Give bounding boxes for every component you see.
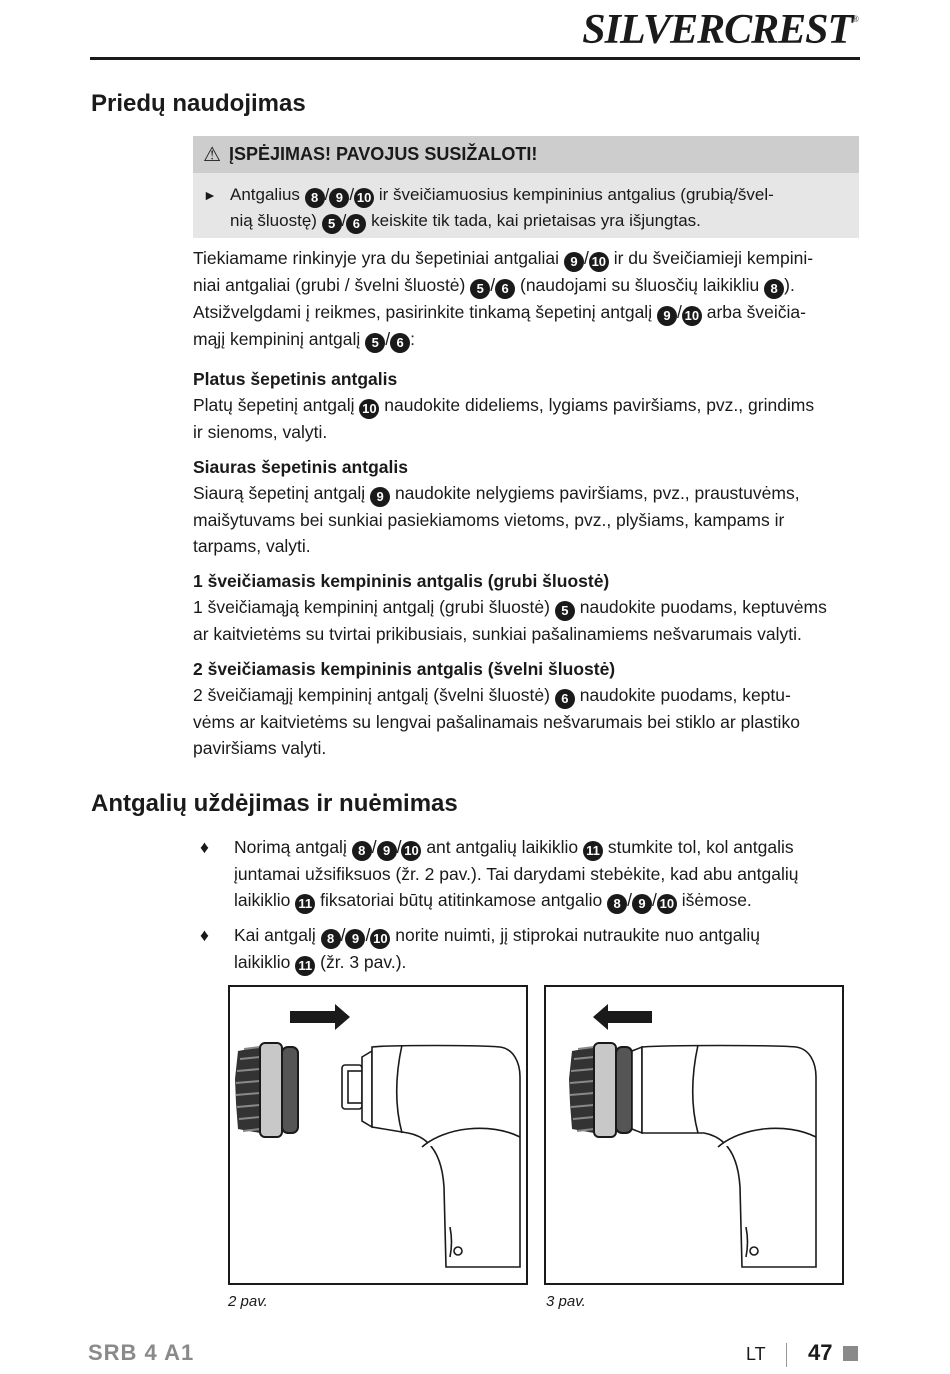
warning-text: Antgalius 8 / 9 / 10 ir šveičiamuosius kempininius antgalius (grubią/švel- nią šluostę) 5 / 6 keiskite tik tada, kai prietaisas yra išjungtas. [230, 182, 843, 234]
arrow-right-icon [290, 1004, 350, 1030]
figure-caption: 2 pav. [228, 1293, 268, 1310]
brand-logo [582, 6, 858, 54]
footer-language: LT [746, 1344, 766, 1364]
warning-triangle-icon: ⚠ [203, 144, 221, 166]
figure-attach [228, 985, 528, 1285]
warning-header [193, 136, 859, 173]
ref-badge: 8 [305, 188, 325, 208]
device-body-icon [342, 1045, 520, 1267]
soft-sponge-paragraph: 2 šveičiamasis kempininis antgalis (švelni šluostė) 2 šveičiamąjį kempininį antgalį (švelni šluostė) 6 naudokite puodams, keptu- vėms ar kaitvietėms su lengvai pašalinamais nešvarumais bei stiklo ar plastiko paviršiams valyti. [193, 659, 800, 758]
coarse-sponge-paragraph: 1 šveičiamasis kempininis antgalis (grubi šluostė) 1 šveičiamąją kempininį antgalį (grubi šluostė) 5 naudokite puodams, keptuvėms ar kaitvietėms su tvirtai prikibusiais, sunkiai pašalinamiems nešvarumais valyti. [193, 571, 827, 644]
soft-sponge-title: 2 šveičiamasis kempininis antgalis (švelni šluostė) [193, 659, 616, 679]
wide-brush-paragraph: Platus šepetinis antgalis Platų šepetinį antgalį 10 naudokite dideliems, lygiams paviršiams, pvz., grindims ir sienoms, valyti. [193, 369, 815, 442]
footer-divider [786, 1343, 787, 1367]
diamond-bullet-icon: ♦ [200, 837, 209, 857]
page-number: 47 [808, 1340, 833, 1365]
ref-badge: 10 [354, 188, 374, 208]
coarse-sponge-title: 1 šveičiamasis kempininis antgalis (grubi šluostė) [193, 571, 610, 591]
figure-remove [544, 985, 844, 1285]
intro-paragraph: Tiekiamame rinkinyje yra du šepetiniai antgaliai 9 / 10 ir du šveičiamieji kempini- niai antgaliai (grubi / švelni šluostė) 5 / 6 (naudojami su šluosčių laikikliu 8 ). Atsižvelgdami į reikmes, pasirinkite tinkamą šepetinį antgalį 9 / 10 arba šveičia- mąjį kempininį antgalį 5 / 6 : [193, 245, 863, 353]
diamond-bullet-icon: ♦ [200, 925, 209, 945]
section-title-accessories: Priedų naudojimas [91, 90, 306, 117]
warning-box [193, 136, 859, 238]
section-title-attach-remove: Antgalių uždėjimas ir nuėmimas [91, 790, 458, 817]
brand-registered: ® [852, 14, 858, 24]
brush-head-icon [569, 1043, 632, 1137]
narrow-brush-title: Siauras šepetinis antgalis [193, 457, 408, 477]
list-item: ♦ Kai antgalį 8 / 9 / 10 norite nuimti, jį stiprokai nutraukite nuo antgalių laikiklio 11 (žr. 3 pav.). [200, 922, 860, 976]
footer-model: SRB 4 A1 [88, 1340, 195, 1365]
attach-illustration [230, 987, 526, 1283]
figure-caption: 3 pav. [546, 1293, 586, 1310]
arrow-bullet-icon: ► [203, 187, 217, 203]
list-item: ♦ Norimą antgalį 8 / 9 / 10 ant antgalių laikiklio 11 stumkite tol, kol antgalis įuntamai užsifiksuos (žr. 2 pav.). Tai darydami stebėkite, kad abu antgalių laikiklio 11 fiksatoriai būtų atitinkamose antgalio 8 / 9 / 10 išėmose. [200, 834, 860, 914]
warning-body [203, 182, 843, 234]
warning-title: ĮSPĖJIMAS! PAVOJUS SUSIŽALOTI! [228, 144, 538, 164]
narrow-brush-paragraph: Siauras šepetinis antgalis Siaurą šepetinį antgalį 9 naudokite nelygiems paviršiams, pvz., praustuvėms, maišytuvams bei sunkiai pasiekiamoms vietoms, pvz., plyšiams, kampams ir tarpams, valyti. [193, 457, 800, 556]
footer-square-icon [843, 1346, 858, 1361]
brush-head-icon [235, 1043, 298, 1137]
ref-badge: 9 [329, 188, 349, 208]
wide-brush-title: Platus šepetinis antgalis [193, 369, 398, 389]
remove-illustration [546, 987, 842, 1283]
ref-badge: 6 [346, 214, 366, 234]
header-rule [90, 57, 860, 60]
arrow-left-icon [593, 1004, 652, 1030]
ref-badge: 5 [322, 214, 342, 234]
brand-text: SILVERCREST [582, 7, 853, 53]
device-body-icon [632, 1045, 816, 1267]
